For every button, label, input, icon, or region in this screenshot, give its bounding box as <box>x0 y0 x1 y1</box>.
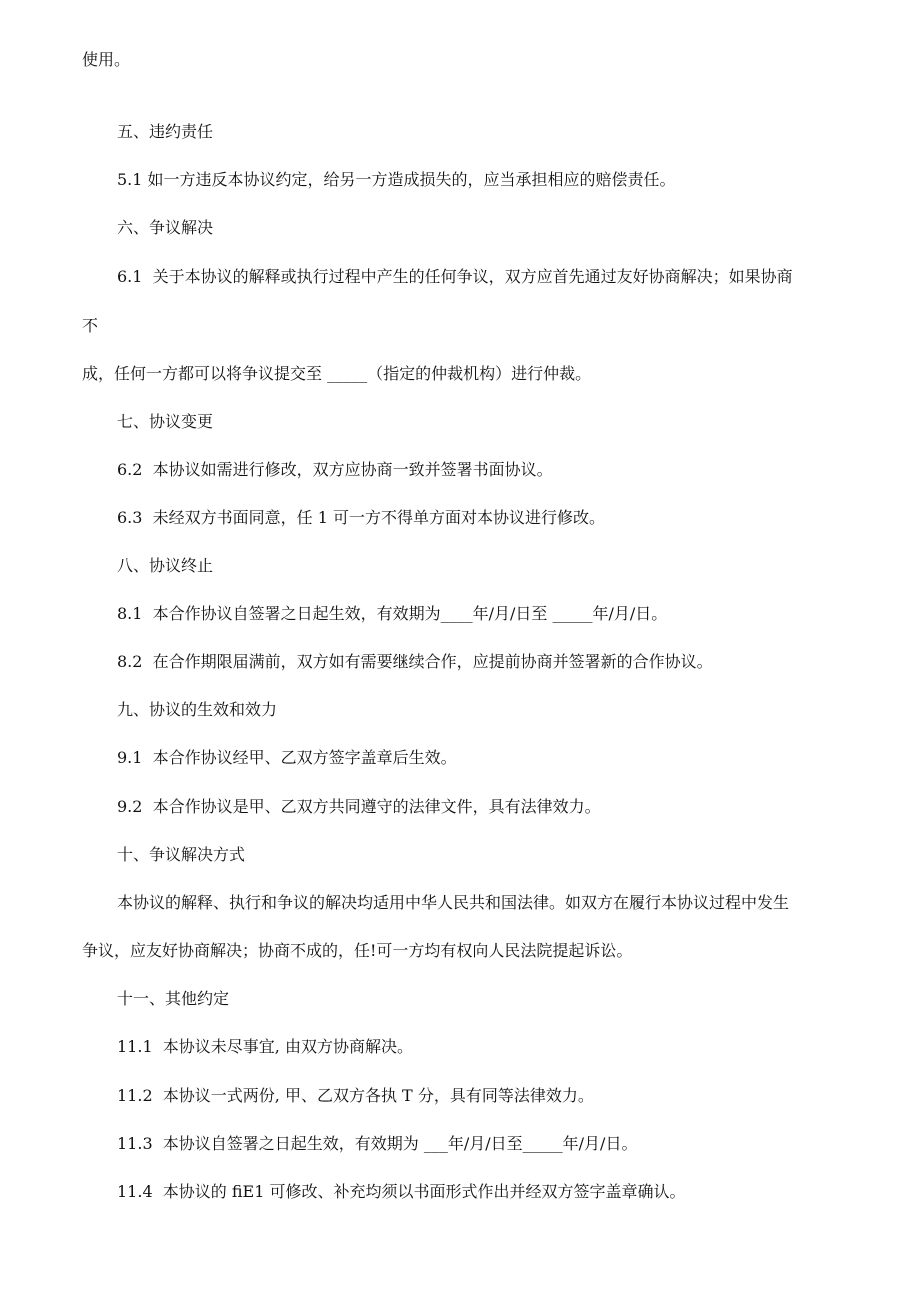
clause-text: 本协议的解释、执行和争议的解决均适用中华人民共和国法律。如双方在履行本协议过程中发生 <box>117 893 790 912</box>
clause-text: 6.1 关于本协议的解释或执行过程中产生的任何争议，双方应首先通过友好协商解决；如果协商 <box>117 267 793 286</box>
clause-text: 8.2 在合作期限届满前，双方如有需要继续合作，应提前协商并签署新的合作协议。 <box>117 652 713 671</box>
clause-text: 9.1 本合作协议经甲、乙双方签字盖章后生效。 <box>117 748 457 767</box>
section-heading: 六、争议解决 <box>117 218 214 237</box>
clause-text: 5.1 如一方违反本协议约定，给另一方造成损失的，应当承担相应的赔偿责任。 <box>117 170 676 189</box>
section-heading: 五、违约责任 <box>117 122 214 141</box>
text-line: 争议，应友好协商解决；协商不成的，任!可一方均有权向人民法院提起诉讼。 <box>82 941 633 960</box>
clause-text: 11.2 本协议一式两份, 甲、乙双方各执 T 分，具有同等法律效力。 <box>117 1086 594 1105</box>
section-heading: 七、协议变更 <box>117 412 214 431</box>
text-line: 不 <box>82 316 99 335</box>
clause-text: 6.3 未经双方书面同意，任 1 可一方不得单方面对本协议进行修改。 <box>117 508 605 527</box>
clause-text: 11.3 本协议自签署之日起生效，有效期为 ___年/月/日至_____年/月/日。 <box>117 1134 638 1153</box>
section-heading: 八、协议终止 <box>117 556 214 575</box>
section-heading: 十一、其他约定 <box>117 989 230 1008</box>
clause-text: 6.2 本协议如需进行修改，双方应协商一致并签署书面协议。 <box>117 460 553 479</box>
clause-text: 8.1 本合作协议自签署之日起生效，有效期为____年/月/日至 _____年/月/日。 <box>117 604 668 623</box>
section-heading: 九、协议的生效和效力 <box>117 700 278 719</box>
clause-text: 11.1 本协议未尽事宜, 由双方协商解决。 <box>117 1037 413 1056</box>
text-line: 使用。 <box>82 50 131 69</box>
section-heading: 十、争议解决方式 <box>117 845 246 864</box>
clause-text: 9.2 本合作协议是甲、乙双方共同遵守的法律文件，具有法律效力。 <box>117 797 601 816</box>
clause-text: 11.4 本协议的 fiE1 可修改、补充均须以书面形式作出并经双方签字盖章确认。 <box>117 1182 686 1201</box>
text-line: 成，任何一方都可以将争议提交至 _____（指定的仲裁机构）进行仲裁。 <box>82 364 592 383</box>
